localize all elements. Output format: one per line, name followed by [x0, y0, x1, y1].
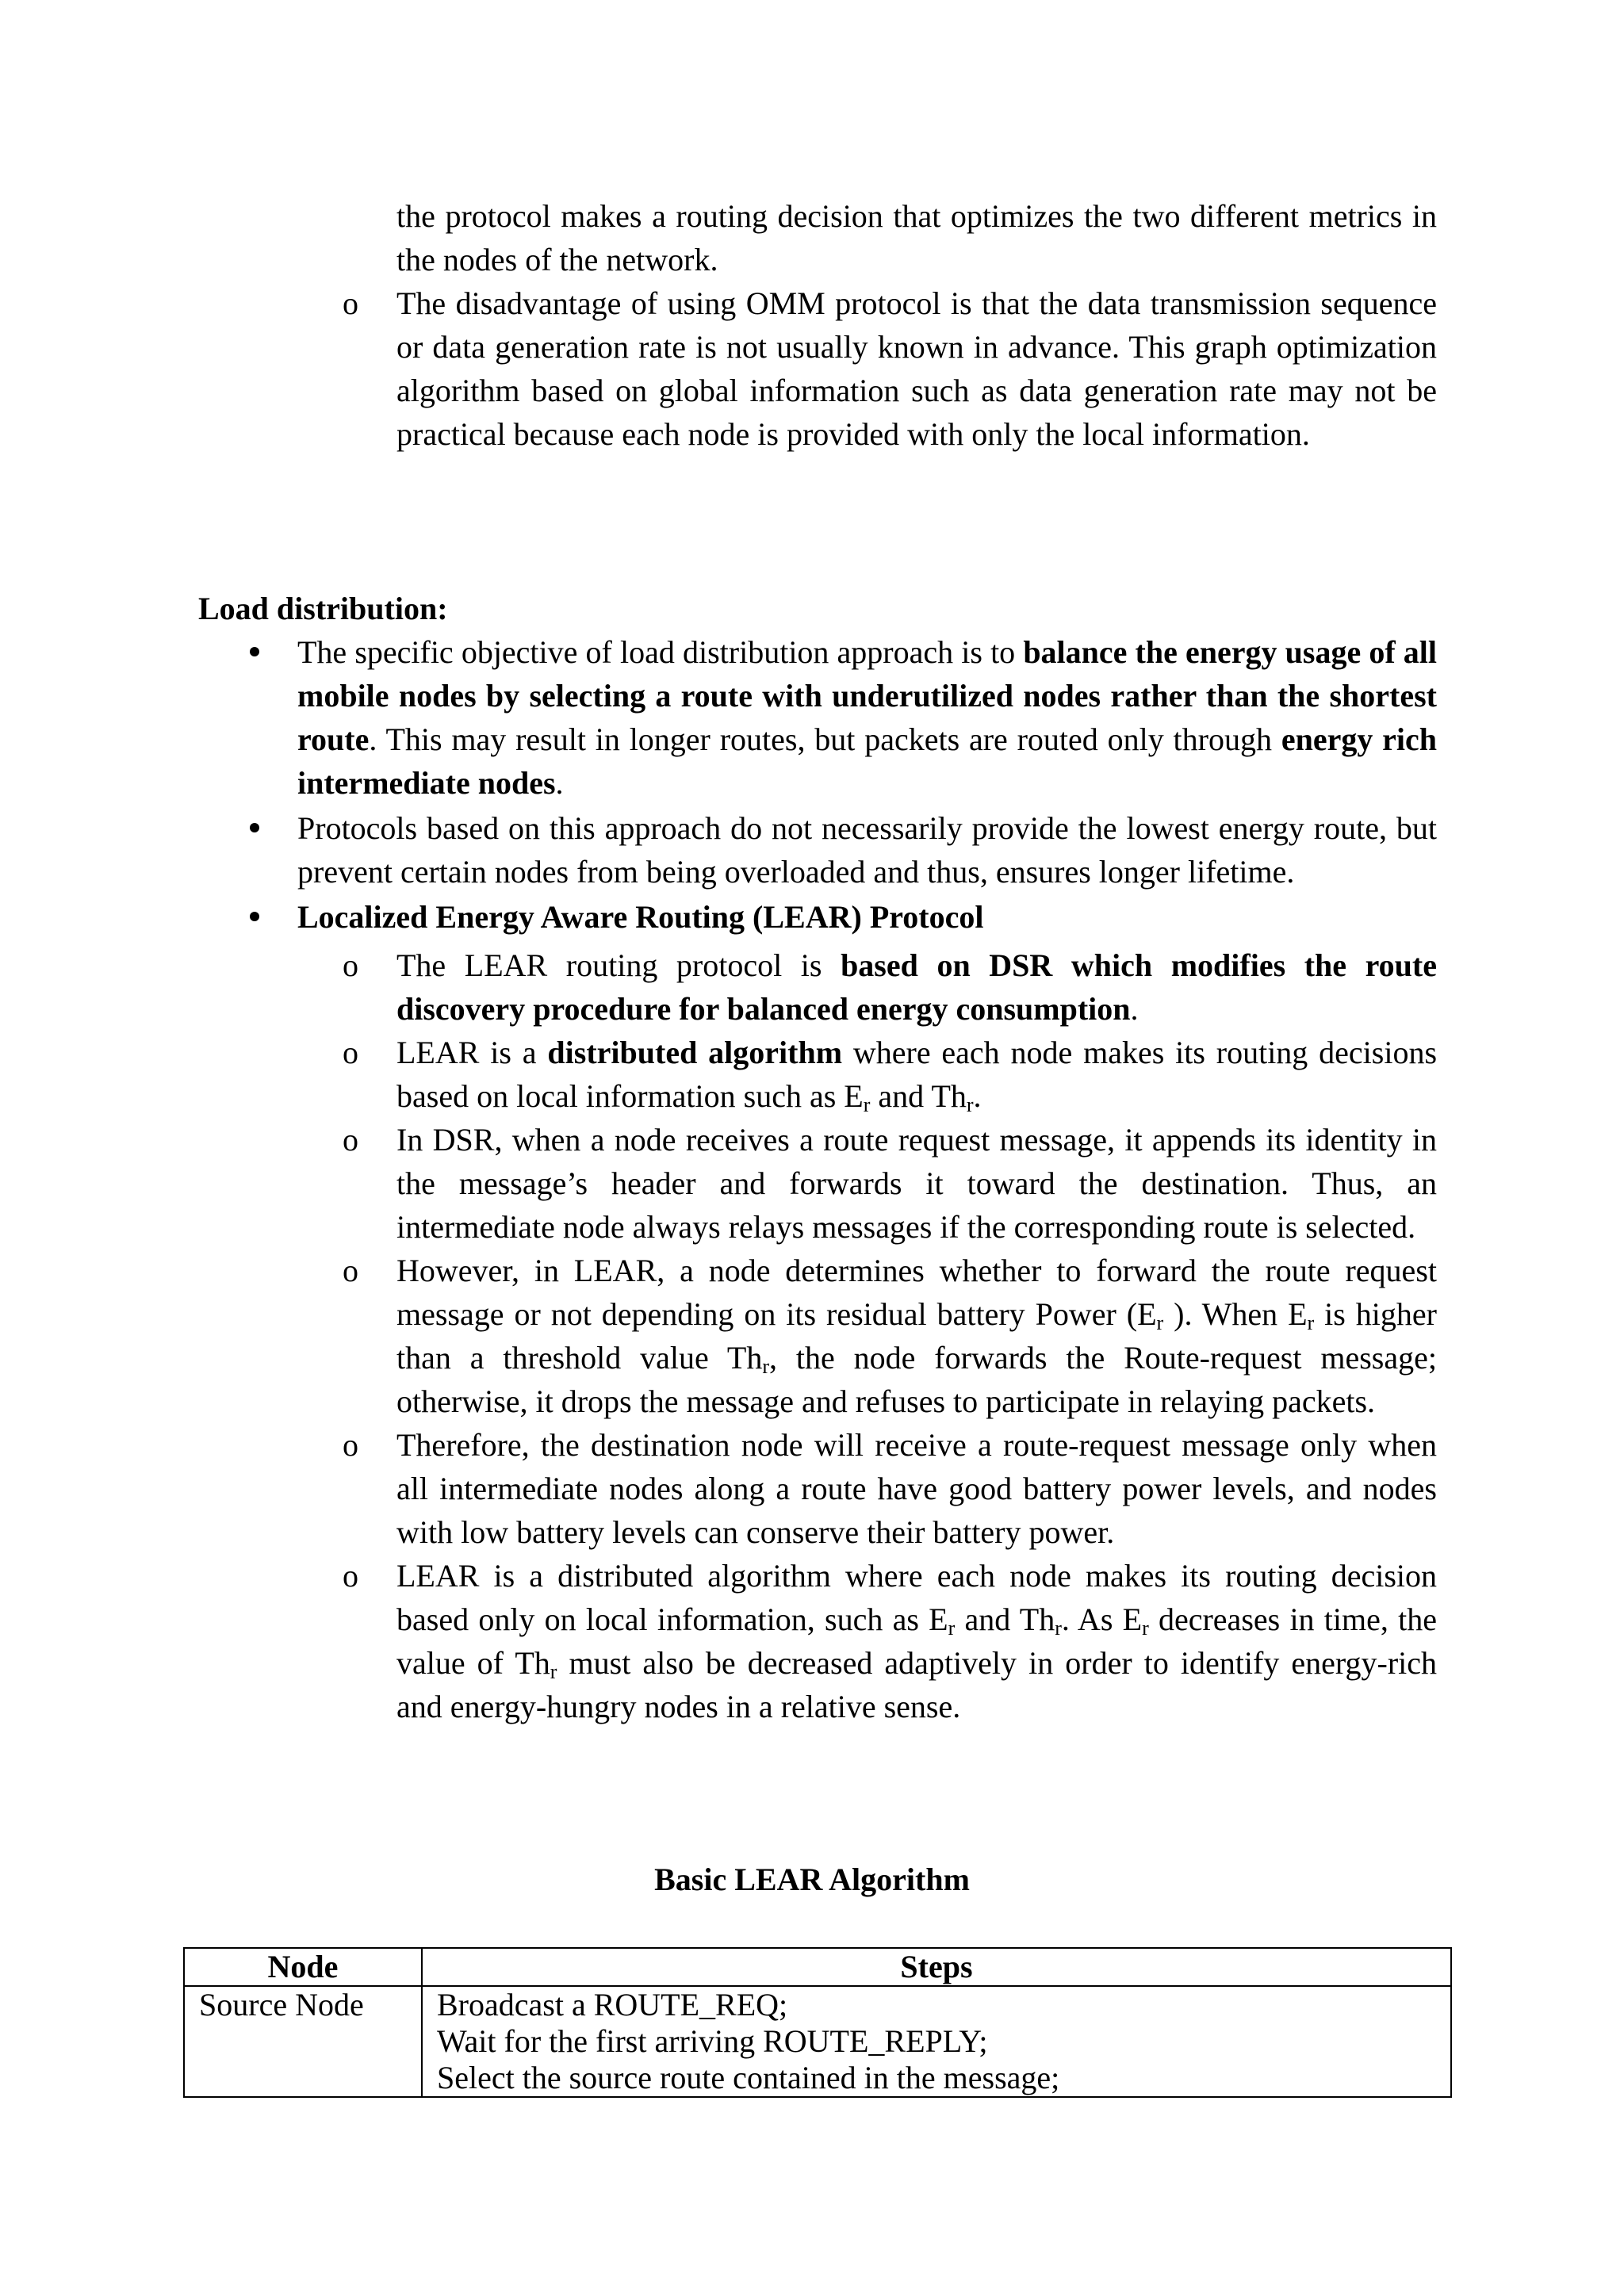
- list-item-text: In DSR, when a node receives a route request message, it appends its identity in the message’s header and forwards it toward the destination. Thus, an intermediate node always relays messages if the corresponding route is selected.: [396, 1122, 1437, 1245]
- subscript: r: [762, 1355, 770, 1378]
- bullet-text: .: [555, 765, 564, 801]
- list-item-text: The disadvantage of using OMM protocol is that the data transmission sequence or data generation rate is not usually known in advance. This graph optimization algorithm based on global information such as data generation rate may not be practical because each node is provided with only the local information.: [396, 285, 1437, 452]
- list-item: [343, 1031, 1438, 1118]
- subscript: r: [966, 1093, 974, 1116]
- table-cell-node: Source Node: [184, 1986, 422, 2097]
- list-item-text: . As E: [1061, 1601, 1143, 1637]
- list-item-text: .: [1130, 991, 1139, 1027]
- bullet-bold-text: balance the energy usage of all mobile nodes by selecting a route with underutilized nodes rather than the shortest route: [297, 634, 1437, 757]
- list-item: [343, 1423, 1437, 1554]
- list-item: [343, 943, 1437, 1031]
- subscript: r: [1156, 1311, 1164, 1334]
- list-marker: o: [343, 1035, 358, 1070]
- bullet-item: [297, 630, 1437, 805]
- omm-sub-list: [343, 281, 1437, 456]
- bullet-text: The specific objective of load distribution approach is to: [297, 634, 1024, 670]
- list-item-text: .: [973, 1078, 982, 1114]
- list-marker: o: [343, 285, 358, 321]
- list-item-text: , the node forwards the Route-request message; otherwise, it drops the message and refuses to participate in relaying packets.: [396, 1340, 1437, 1419]
- list-item-text: However, in LEAR, a node determines whether to forward the route request message or not depending on its residual battery Power (E: [396, 1253, 1437, 1332]
- step-line: Select the source route contained in the message;: [437, 2060, 1060, 2095]
- list-item-text: ). When E: [1163, 1296, 1308, 1332]
- list-item-text: and Th: [870, 1078, 967, 1114]
- list-item-text: and Th: [955, 1601, 1055, 1637]
- continuation-paragraph: the protocol makes a routing decision that optimizes the two different metrics in the nodes of the network.: [396, 198, 1437, 277]
- list-item: [343, 1554, 1438, 1728]
- subscript: r: [1307, 1311, 1315, 1334]
- list-item: [343, 1249, 1437, 1423]
- list-item-text: decreases in time, the value of Th: [396, 1601, 1438, 1681]
- list-item: [343, 1118, 1437, 1249]
- algorithm-table: [183, 1947, 1452, 2098]
- bullet-text: Protocols based on this approach do not necessarily provide the lowest energy route, but prevent certain nodes from being overloaded and thus, ensures longer lifetime.: [297, 810, 1437, 890]
- list-item-text: LEAR is a distributed algorithm where each node makes its routing decision based only on local information, such as E: [396, 1558, 1437, 1637]
- bullet-list: [297, 630, 1437, 939]
- list-item-text: where each node makes its routing decisions based on local information such as E: [396, 1035, 1438, 1114]
- table-header-node: Node: [184, 1948, 422, 1986]
- bullet-dot-icon: [250, 823, 259, 832]
- step-line: Wait for the first arriving ROUTE_REPLY;: [437, 2023, 988, 2059]
- list-marker: o: [343, 1427, 358, 1463]
- bullet-text: . This may result in longer routes, but packets are routed only through: [369, 721, 1281, 757]
- list-item-text: The LEAR routing protocol is: [396, 947, 841, 983]
- table-header-row: [184, 1948, 1451, 1986]
- lear-sub-list: [343, 943, 1438, 1728]
- bullet-item: [297, 806, 1437, 894]
- subscript: r: [948, 1617, 956, 1640]
- list-item-text: must also be decreased adaptively in order to identify energy-rich and energy-hungry nodes in a relative sense.: [396, 1645, 1438, 1724]
- list-marker: o: [343, 947, 358, 983]
- list-item: [343, 281, 1437, 456]
- list-marker: o: [343, 1122, 358, 1158]
- subscript: r: [550, 1660, 557, 1683]
- section-heading: Load distribution:: [198, 591, 448, 626]
- table-cell-steps: [422, 1986, 1451, 2097]
- bullet-dot-icon: [250, 912, 259, 921]
- step-line: Broadcast a ROUTE_REQ;: [437, 1987, 788, 2022]
- algorithm-title: Basic LEAR Algorithm: [654, 1862, 970, 1897]
- list-item-bold-text: distributed algorithm: [547, 1035, 843, 1070]
- list-item-text: is higher than a threshold value Th: [396, 1296, 1437, 1376]
- list-marker: o: [343, 1558, 358, 1594]
- list-marker: o: [343, 1253, 358, 1288]
- subscript: r: [863, 1093, 871, 1116]
- bullet-bold-text: energy rich intermediate nodes: [297, 721, 1438, 801]
- bullet-dot-icon: [250, 647, 259, 656]
- bullet-item: [297, 895, 1437, 939]
- subscript: r: [1055, 1617, 1062, 1640]
- table-header-steps: Steps: [422, 1948, 1451, 1986]
- table-row: [184, 1986, 1451, 2097]
- list-item-bold-text: based on DSR which modifies the route discovery procedure for balanced energy consumption: [396, 947, 1437, 1027]
- subscript: r: [1142, 1617, 1149, 1640]
- bullet-title: Localized Energy Aware Routing (LEAR) Protocol: [297, 899, 984, 935]
- list-item-text: Therefore, the destination node will receive a route-request message only when all intermediate nodes along a route have good battery power levels, and nodes with low battery levels can conserve their battery power.: [396, 1427, 1437, 1550]
- list-item-text: LEAR is a: [396, 1035, 548, 1070]
